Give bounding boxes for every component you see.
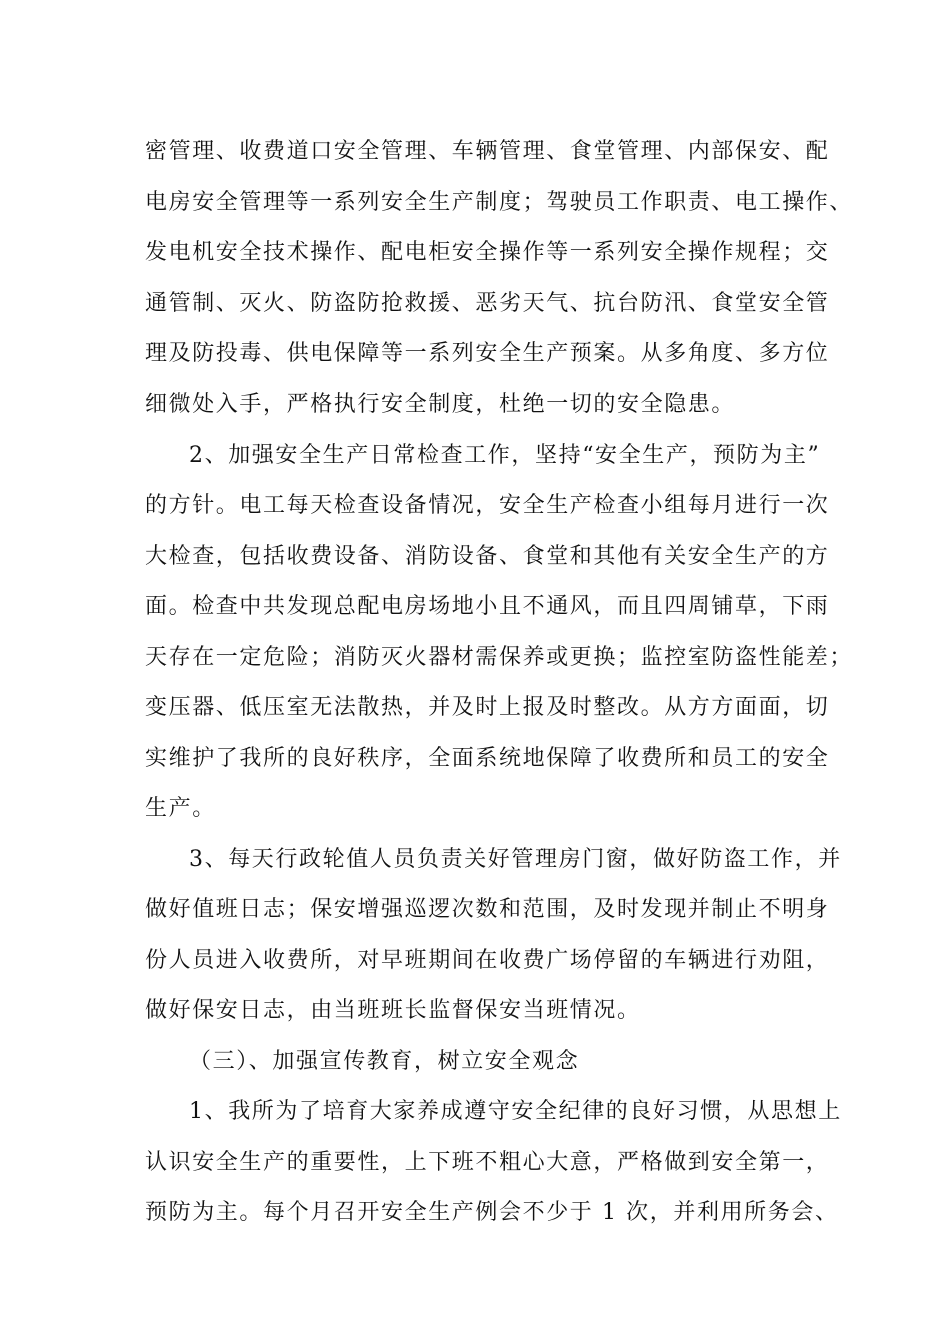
- text-line: 电房安全管理等一系列安全生产制度；驾驶员工作职责、电工操作、: [145, 190, 854, 215]
- text-line: 变压器、低压室无法散热，并及时上报及时整改。从方方面面，切: [145, 695, 830, 720]
- text-line: 发电机安全技术操作、配电柜安全操作等一系列安全操作规程；交: [145, 240, 830, 265]
- text-line: 大检查，包括收费设备、消防设备、食堂和其他有关安全生产的方: [145, 544, 830, 569]
- text-line: 3、每天行政轮值人员负责关好管理房门窗，做好防盗工作，并: [189, 847, 842, 872]
- text-line: 2、加强安全生产日常检查工作，坚持“安全生产，预防为主”: [189, 443, 821, 468]
- text-line: 预防为主。每个月召开安全生产例会不少于 1 次，并利用所务会、: [145, 1200, 839, 1225]
- text-line: 实维护了我所的良好秩序，全面系统地保障了收费所和员工的安全: [145, 746, 830, 771]
- text-line: 生产。: [145, 796, 216, 821]
- text-line: 1、我所为了培育大家养成遵守安全纪律的良好习惯，从思想上: [189, 1099, 842, 1124]
- text-line: 面。检查中共发现总配电房场地小且不通风，而且四周铺草，下雨: [145, 594, 830, 619]
- text-line: 密管理、收费道口安全管理、车辆管理、食堂管理、内部保安、配: [145, 139, 830, 164]
- text-line: 理及防投毒、供电保障等一系列安全生产预案。从多角度、多方位: [145, 341, 830, 366]
- text-line: 做好值班日志；保安增强巡逻次数和范围，及时发现并制止不明身: [145, 897, 830, 922]
- text-line: 做好保安日志，由当班班长监督保安当班情况。: [145, 998, 641, 1023]
- text-line: 份人员进入收费所，对早班期间在收费广场停留的车辆进行劝阻，: [145, 948, 830, 973]
- text-line: 通管制、灭火、防盗防抢救援、恶劣天气、抗台防汛、食堂安全管: [145, 291, 830, 316]
- text-line: 细微处入手，严格执行安全制度，杜绝一切的安全隐患。: [145, 392, 736, 417]
- text-line: 的方针。电工每天检查设备情况，安全生产检查小组每月进行一次: [145, 493, 830, 518]
- text-line: 天存在一定危险；消防灭火器材需保养或更换；监控室防盗性能差；: [145, 645, 854, 670]
- text-line: 认识安全生产的重要性，上下班不粗心大意，严格做到安全第一，: [145, 1150, 830, 1175]
- section-heading: （三）、加强宣传教育，树立安全观念: [189, 1049, 580, 1074]
